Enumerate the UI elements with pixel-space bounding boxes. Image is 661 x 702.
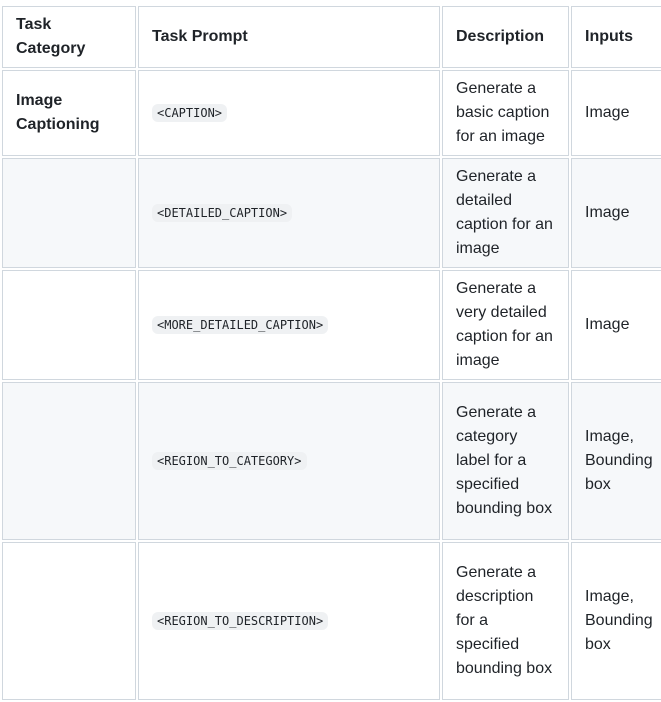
inputs-cell: Image, Bounding box	[571, 382, 661, 540]
category-cell	[2, 382, 136, 540]
header-row	[2, 6, 661, 68]
task-prompt-code: <REGION_TO_DESCRIPTION>	[152, 612, 328, 630]
table-row	[2, 382, 661, 540]
table-row	[2, 70, 661, 156]
table-body	[2, 70, 661, 700]
header-inputs: Inputs	[571, 6, 661, 68]
header-description: Description	[442, 6, 569, 68]
prompt-cell	[138, 542, 440, 700]
task-prompt-code: <MORE_DETAILED_CAPTION>	[152, 316, 328, 334]
description-cell: Generate a very detailed caption for an image	[442, 270, 569, 380]
task-prompt-code: <CAPTION>	[152, 104, 227, 122]
prompt-cell	[138, 382, 440, 540]
inputs-cell: Image, Bounding box	[571, 542, 661, 700]
task-prompt-code: <REGION_TO_CATEGORY>	[152, 452, 307, 470]
header-task-prompt: Task Prompt	[138, 6, 440, 68]
category-cell: Image Captioning	[2, 70, 136, 156]
table-header	[2, 6, 661, 68]
description-cell: Generate a description for a specified bounding box	[442, 542, 569, 700]
inputs-cell: Image	[571, 270, 661, 380]
category-cell	[2, 542, 136, 700]
task-table	[0, 4, 661, 702]
task-prompt-code: <DETAILED_CAPTION>	[152, 204, 292, 222]
description-cell: Generate a basic caption for an image	[442, 70, 569, 156]
table-row	[2, 542, 661, 700]
table-row	[2, 158, 661, 268]
prompt-cell	[138, 270, 440, 380]
table-row	[2, 270, 661, 380]
inputs-cell: Image	[571, 158, 661, 268]
inputs-cell: Image	[571, 70, 661, 156]
category-cell	[2, 270, 136, 380]
description-cell: Generate a category label for a specified bounding box	[442, 382, 569, 540]
prompt-cell	[138, 158, 440, 268]
category-cell	[2, 158, 136, 268]
description-cell: Generate a detailed caption for an image	[442, 158, 569, 268]
prompt-cell	[138, 70, 440, 156]
header-task-category: Task Category	[2, 6, 136, 68]
